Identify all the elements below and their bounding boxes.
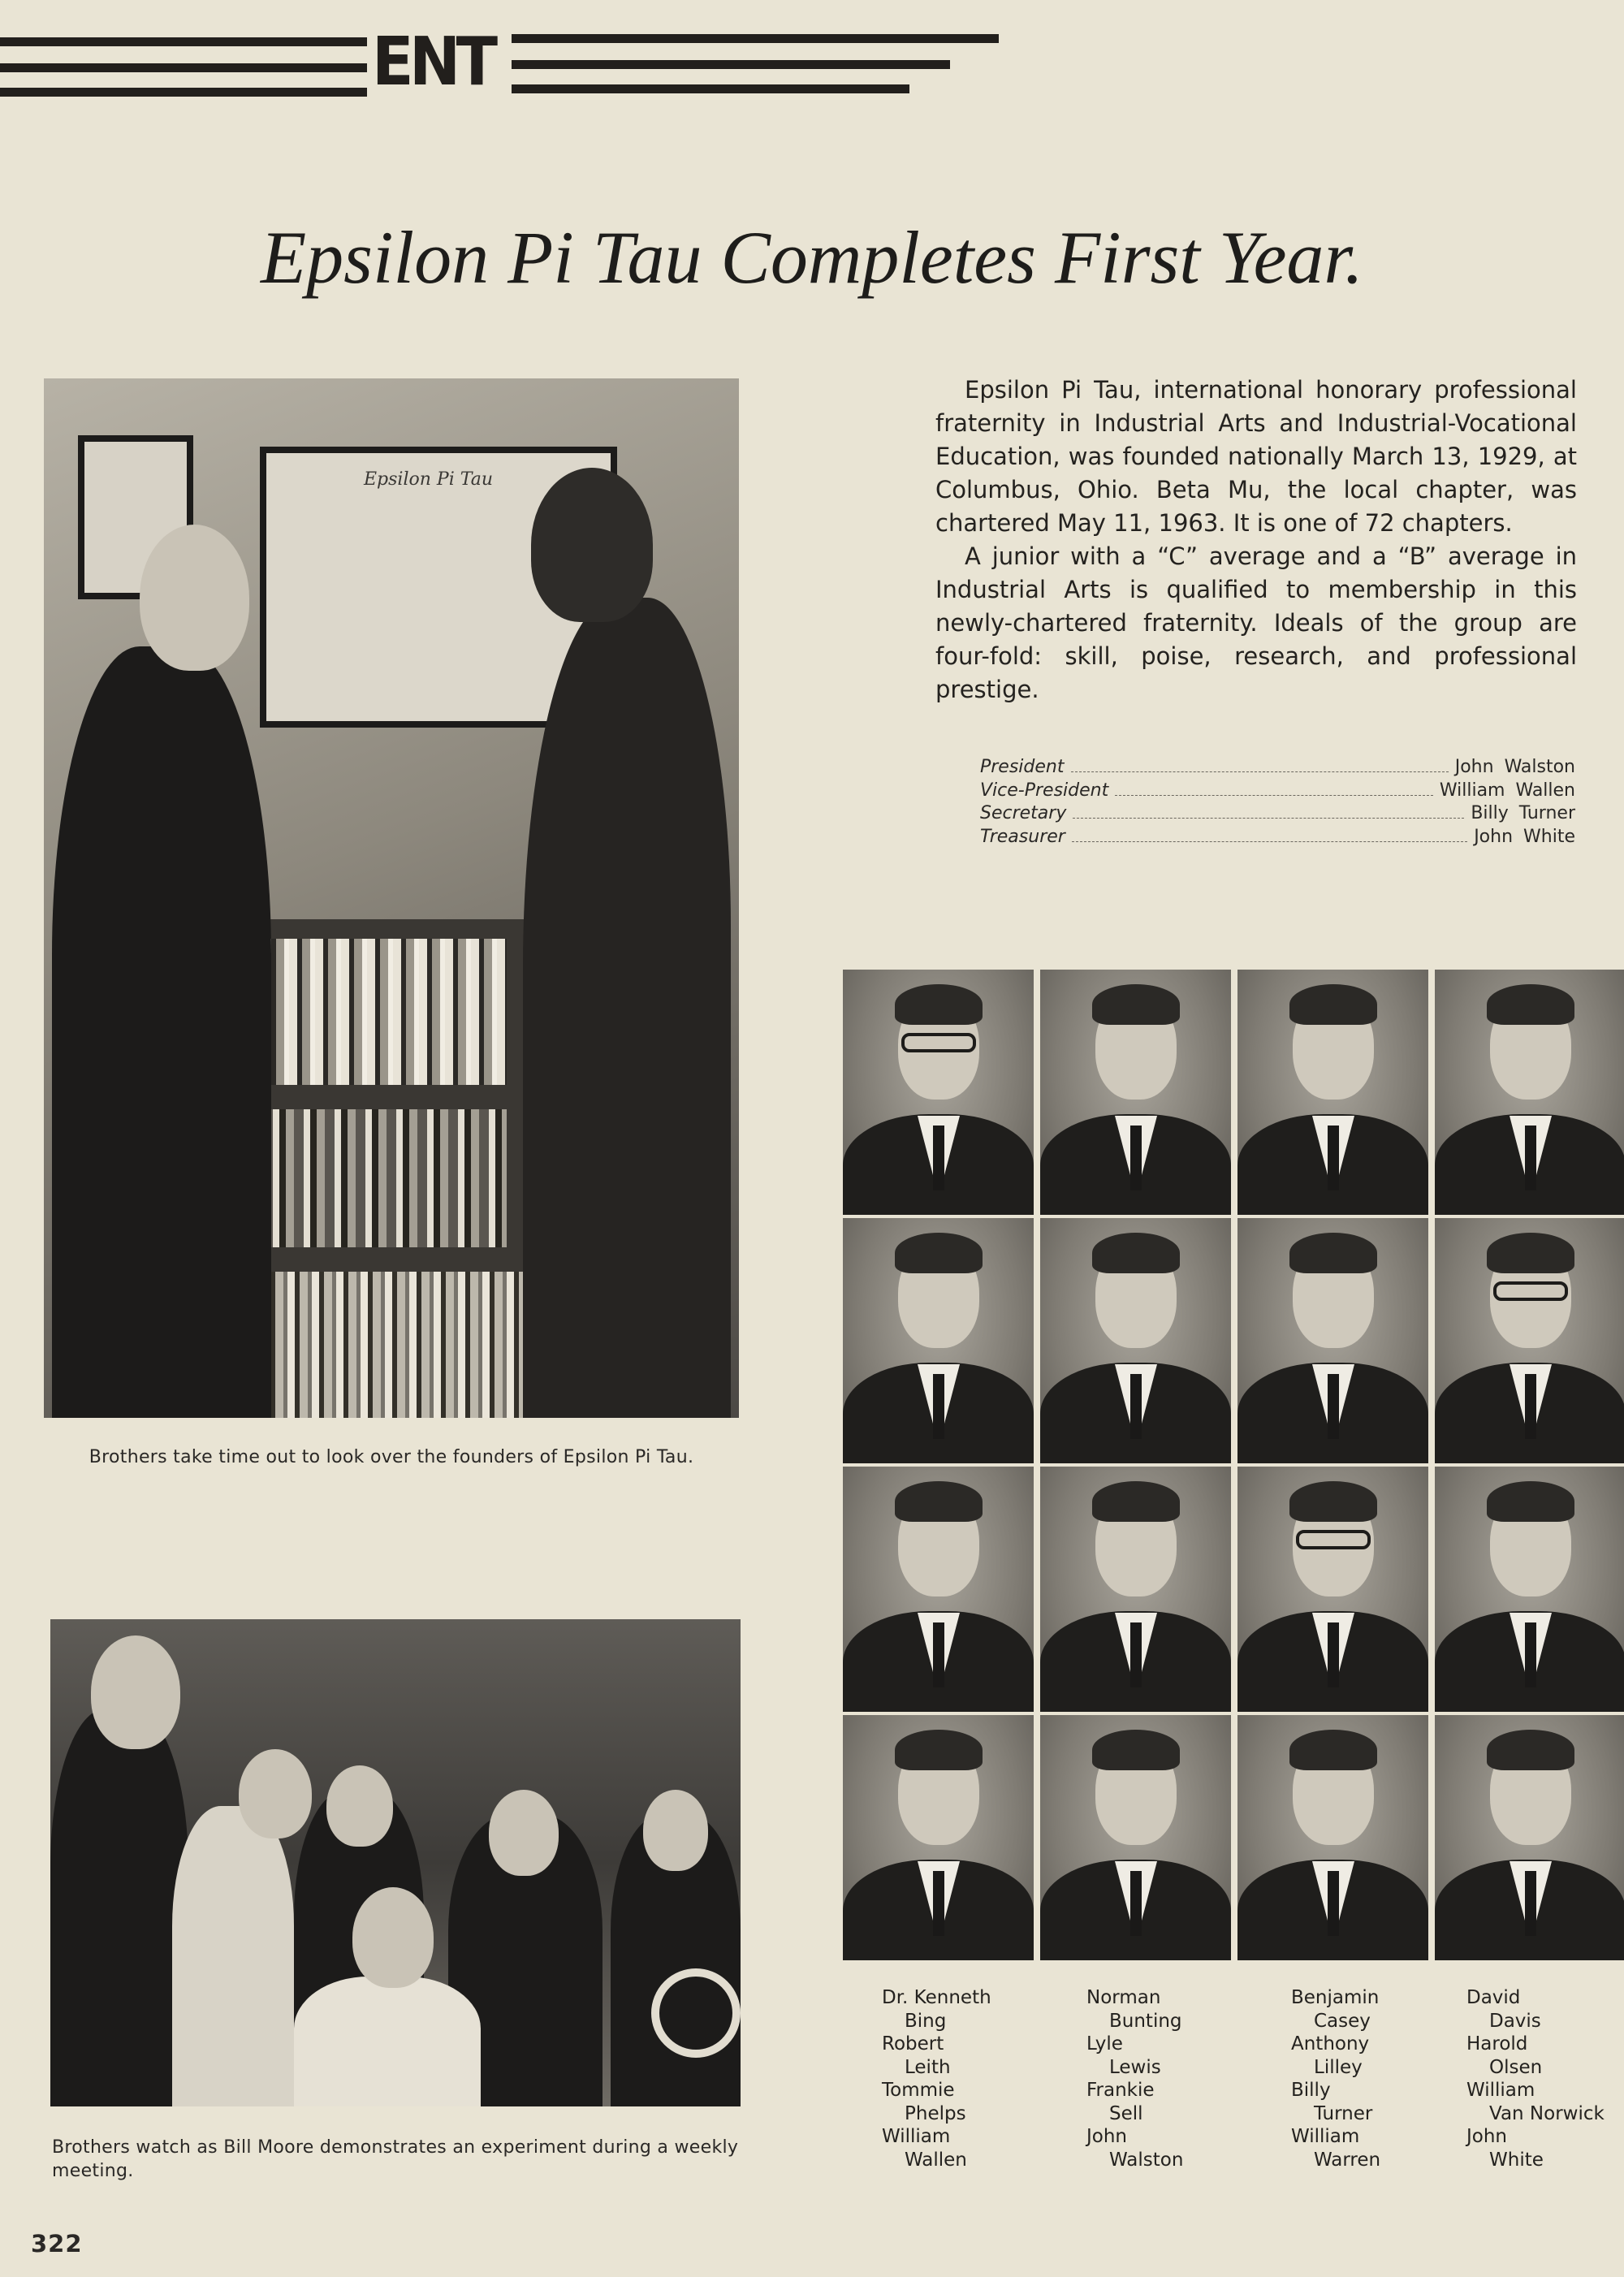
portrait-hair — [1092, 984, 1180, 1025]
portrait-tie — [1130, 1126, 1142, 1190]
member-portrait — [843, 1715, 1034, 1960]
portrait-tie — [933, 1622, 944, 1687]
top-photo-caption: Brothers take time out to look over the founders of Epsilon Pi Tau. — [89, 1447, 694, 1467]
person-head — [489, 1790, 559, 1876]
books — [263, 1109, 507, 1247]
portrait-glasses — [1296, 1530, 1371, 1549]
header-bar — [0, 37, 367, 46]
member-portrait — [1040, 1467, 1231, 1712]
portrait-tie — [1525, 1871, 1536, 1936]
portrait-tie — [1328, 1374, 1339, 1439]
portrait-hair — [1487, 1481, 1574, 1522]
name-column — [1291, 1986, 1478, 2171]
member-portrait — [1435, 1218, 1624, 1463]
experiment-photo — [50, 1619, 741, 2106]
portrait-tie — [933, 1126, 944, 1190]
officer-row — [980, 780, 1575, 804]
member-name: Norman Bunting — [1086, 1987, 1182, 2032]
member-name: Frankie Sell — [1086, 2080, 1155, 2124]
portrait-hair — [1289, 984, 1377, 1025]
founders-plaque-photo — [44, 378, 739, 1418]
member-portrait — [1237, 1467, 1428, 1712]
portrait-hair — [895, 1233, 983, 1273]
member-name: Billy Turner — [1291, 2080, 1373, 2124]
portrait-hair — [1092, 1730, 1180, 1770]
member-portrait — [843, 970, 1034, 1215]
portrait-hair — [1092, 1481, 1180, 1522]
member-name: David Davis — [1466, 1987, 1541, 2032]
officer-name: William Wallen — [1439, 780, 1575, 801]
person-demonstrating — [294, 1977, 481, 2106]
intro-paragraph: Epsilon Pi Tau, international honorary professional fraternity in Industrial Arts and Industrial-Vocational Education, was founded nationally March 13, 1929, at Columbus, Ohio. Beta Mu, the local chapter, was chartered May 11, 1963. It is one of 72 chapters. — [935, 376, 1577, 537]
books — [263, 939, 507, 1085]
officer-row — [980, 757, 1575, 780]
portrait-tie — [933, 1374, 944, 1439]
member-name: Dr. Kenneth Bing — [882, 1987, 991, 2032]
portrait-hair — [1487, 984, 1574, 1025]
portrait-tie — [933, 1871, 944, 1936]
plaque-title: Epsilon Pi Tau — [364, 469, 493, 490]
officer-name: John White — [1474, 826, 1575, 847]
member-name: John White — [1466, 2126, 1544, 2171]
intro-text — [935, 374, 1577, 706]
member-portrait — [1040, 1218, 1231, 1463]
person-left-head — [140, 525, 249, 671]
person-head — [326, 1765, 393, 1847]
portrait-glasses — [901, 1033, 976, 1052]
books — [263, 1272, 555, 1418]
header-bar — [0, 88, 367, 97]
portrait-glasses — [1493, 1281, 1568, 1301]
chapter-logo: ENT — [372, 24, 494, 101]
portrait-tie — [1525, 1374, 1536, 1439]
bottom-photo-caption: Brothers watch as Bill Moore demonstrates an experiment during a weekly meeting. — [52, 2137, 739, 2181]
header-bar — [0, 63, 367, 72]
member-name: Benjamin Casey — [1291, 1987, 1380, 2032]
portrait-tie — [1130, 1871, 1142, 1936]
portrait-tie — [1328, 1622, 1339, 1687]
portrait-hair — [1289, 1233, 1377, 1273]
portrait-hair — [1289, 1730, 1377, 1770]
portrait-hair — [1289, 1481, 1377, 1522]
member-portrait — [1435, 970, 1624, 1215]
member-portrait — [1435, 1715, 1624, 1960]
member-portrait — [1040, 970, 1231, 1215]
portrait-tie — [1525, 1126, 1536, 1190]
officers-list — [980, 757, 1575, 849]
person-right — [523, 598, 731, 1418]
portrait-tie — [1328, 1871, 1339, 1936]
intro-paragraph: A junior with a “C” average and a “B” average in Industrial Arts is qualified to membership in this newly-chartered fraternity. Ideals of the group are four-fold: skill, poise, research, and professional prestige. — [935, 542, 1577, 703]
member-name: Tommie Phelps — [882, 2080, 966, 2124]
header-bar — [512, 34, 999, 43]
person-right-head — [531, 468, 653, 622]
portrait-hair — [895, 984, 983, 1025]
officer-row — [980, 827, 1575, 850]
member-portrait — [1237, 1218, 1428, 1463]
member-portrait-grid — [843, 970, 1624, 1959]
person-head — [352, 1887, 434, 1988]
member-portrait — [843, 1218, 1034, 1463]
person-head — [643, 1790, 708, 1871]
member-portrait — [843, 1467, 1034, 1712]
portrait-tie — [1130, 1374, 1142, 1439]
leader-dots — [1073, 806, 1464, 819]
officer-name: John Walston — [1454, 757, 1575, 777]
officer-role: President — [980, 757, 1065, 777]
leader-dots — [1115, 784, 1433, 796]
name-column — [882, 1986, 1069, 2171]
portrait-hair — [1092, 1233, 1180, 1273]
member-name: William Warren — [1291, 2126, 1381, 2171]
officer-role: Secretary — [980, 803, 1067, 823]
page-title: Epsilon Pi Tau Completes First Year. — [260, 216, 1364, 299]
officer-role: Treasurer — [980, 826, 1065, 847]
member-portrait — [1237, 1715, 1428, 1960]
portrait-tie — [1525, 1622, 1536, 1687]
portrait-hair — [1487, 1730, 1574, 1770]
member-name: Harold Olsen — [1466, 2033, 1543, 2078]
leader-dots — [1072, 830, 1467, 842]
member-portrait — [1237, 970, 1428, 1215]
officer-role: Vice-President — [980, 780, 1109, 801]
officer-name: Billy Turner — [1471, 803, 1575, 823]
person-head — [239, 1749, 312, 1838]
person — [50, 1709, 188, 2106]
person-left — [52, 646, 271, 1418]
header-bar — [512, 84, 909, 93]
member-name: Lyle Lewis — [1086, 2033, 1161, 2078]
member-portrait — [1040, 1715, 1231, 1960]
portrait-hair — [895, 1730, 983, 1770]
name-column — [1086, 1986, 1273, 2171]
member-portrait — [1435, 1467, 1624, 1712]
portrait-hair — [1487, 1233, 1574, 1273]
page-number: 322 — [31, 2230, 83, 2258]
portrait-tie — [1328, 1126, 1339, 1190]
header-bar — [512, 60, 950, 69]
portrait-hair — [895, 1481, 983, 1522]
portrait-tie — [1130, 1622, 1142, 1687]
member-name: William Van Norwick — [1466, 2080, 1605, 2124]
person — [172, 1806, 294, 2106]
member-name: Anthony Lilley — [1291, 2033, 1370, 2078]
name-column — [1466, 1986, 1624, 2171]
member-name: Robert Leith — [882, 2033, 951, 2078]
officer-row — [980, 803, 1575, 827]
member-name: John Walston — [1086, 2126, 1184, 2171]
apparatus — [651, 1968, 741, 2058]
member-name: William Wallen — [882, 2126, 967, 2171]
person-head — [91, 1635, 180, 1749]
leader-dots — [1071, 760, 1449, 772]
